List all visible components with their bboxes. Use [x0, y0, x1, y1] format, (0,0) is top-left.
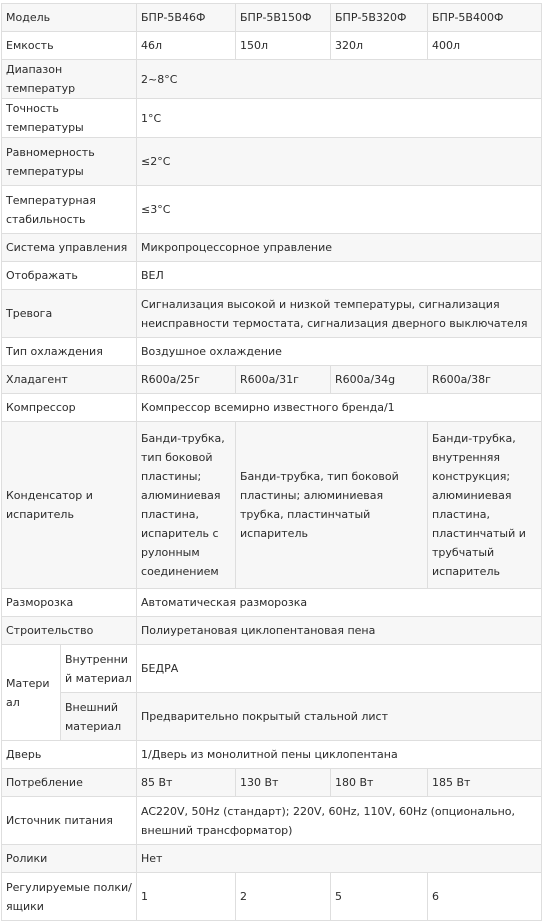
- row-compressor: [2, 394, 542, 422]
- cell-value: 185 Вт: [428, 769, 542, 797]
- cell-value: Микропроцессорное управление: [137, 234, 542, 262]
- cell-value: 1: [137, 873, 236, 921]
- cell-value: Банди-трубка, тип боковой пластины; алюминиевая трубка, пластинчатый испаритель: [236, 422, 428, 589]
- row-control: [2, 234, 542, 262]
- row-label: Источник питания: [2, 797, 137, 845]
- cell-value: 180 Вт: [331, 769, 428, 797]
- row-door: [2, 741, 542, 769]
- row-label: Отображать: [2, 262, 137, 290]
- cell-value: R600a/25г: [137, 366, 236, 394]
- cell-value: БПР-5В400Ф: [428, 4, 542, 32]
- row-label: Температурная стабильность: [2, 186, 137, 234]
- cell-value: 320л: [331, 32, 428, 60]
- row-label: Модель: [2, 4, 137, 32]
- row-shelves: [2, 873, 542, 921]
- row-temp-uniformity: [2, 138, 542, 186]
- row-temp-accuracy: [2, 99, 542, 138]
- cell-value: ≤3°C: [137, 186, 542, 234]
- cell-value: 2: [236, 873, 331, 921]
- row-condenser: [2, 422, 542, 589]
- row-supply: [2, 797, 542, 845]
- row-casters: [2, 845, 542, 873]
- row-alarm: [2, 290, 542, 338]
- row-label: Ролики: [2, 845, 137, 873]
- row-label: Хладагент: [2, 366, 137, 394]
- row-material-inner: [2, 645, 542, 693]
- cell-value: 2~8°C: [137, 60, 542, 99]
- row-cooling: [2, 338, 542, 366]
- row-label: Тип охлаждения: [2, 338, 137, 366]
- sub-label: Внешний материал: [61, 693, 137, 741]
- cell-value: Компрессор всемирно известного бренда/1: [137, 394, 542, 422]
- row-model: [2, 4, 542, 32]
- spec-table: [1, 3, 542, 921]
- cell-value: 400л: [428, 32, 542, 60]
- cell-value: ВЕЛ: [137, 262, 542, 290]
- row-label: Система управления: [2, 234, 137, 262]
- cell-value: Банди-трубка, тип боковой пластины; алюминиевая пластина, испаритель с рулонным соединением: [137, 422, 236, 589]
- row-label: Строительство: [2, 617, 137, 645]
- row-label: Тревога: [2, 290, 137, 338]
- row-capacity: [2, 32, 542, 60]
- cell-value: БЕДРА: [137, 645, 542, 693]
- row-refrigerant: [2, 366, 542, 394]
- row-label: Диапазон температур: [2, 60, 137, 99]
- cell-value: БПР-5В150Ф: [236, 4, 331, 32]
- row-label: Конденсатор и испаритель: [2, 422, 137, 589]
- cell-value: 1°C: [137, 99, 542, 138]
- cell-value: 130 Вт: [236, 769, 331, 797]
- cell-value: Нет: [137, 845, 542, 873]
- cell-value: ≤2°C: [137, 138, 542, 186]
- cell-value: БПР-5В46Ф: [137, 4, 236, 32]
- row-display: [2, 262, 542, 290]
- cell-value: 150л: [236, 32, 331, 60]
- row-label: Потребление: [2, 769, 137, 797]
- cell-value: 46л: [137, 32, 236, 60]
- cell-value: 5: [331, 873, 428, 921]
- cell-value: AC220V, 50Hz (стандарт); 220V, 60Hz, 110V, 60Hz (опционально, внешний трансформатор): [137, 797, 542, 845]
- cell-value: БПР-5В320Ф: [331, 4, 428, 32]
- cell-value: Автоматическая разморозка: [137, 589, 542, 617]
- row-temp-stability: [2, 186, 542, 234]
- row-label: Разморозка: [2, 589, 137, 617]
- cell-value: Полиуретановая циклопентановая пена: [137, 617, 542, 645]
- cell-value: Банди-трубка, внутренняя конструкция; алюминиевая пластина, пластинчатый и трубчатый испаритель: [428, 422, 542, 589]
- row-label: Равномерность температуры: [2, 138, 137, 186]
- cell-value: 85 Вт: [137, 769, 236, 797]
- cell-value: Воздушное охлаждение: [137, 338, 542, 366]
- row-power: [2, 769, 542, 797]
- row-label: Емкость: [2, 32, 137, 60]
- row-label: Материал: [2, 645, 61, 741]
- cell-value: R600a/31г: [236, 366, 331, 394]
- row-construction: [2, 617, 542, 645]
- cell-value: 1/Дверь из монолитной пены циклопентана: [137, 741, 542, 769]
- row-label: Точность температуры: [2, 99, 137, 138]
- row-label: Дверь: [2, 741, 137, 769]
- cell-value: R600a/34g: [331, 366, 428, 394]
- cell-value: Предварительно покрытый стальной лист: [137, 693, 542, 741]
- cell-value: 6: [428, 873, 542, 921]
- row-material-outer: [2, 693, 542, 741]
- sub-label: Внутренний материал: [61, 645, 137, 693]
- cell-value: Сигнализация высокой и низкой температуры, сигнализация неисправности термостата, сигнализация дверного выключателя: [137, 290, 542, 338]
- row-temp-range: [2, 60, 542, 99]
- row-label: Регулируемые полки/ящики: [2, 873, 137, 921]
- cell-value: R600a/38г: [428, 366, 542, 394]
- row-defrost: [2, 589, 542, 617]
- row-label: Компрессор: [2, 394, 137, 422]
